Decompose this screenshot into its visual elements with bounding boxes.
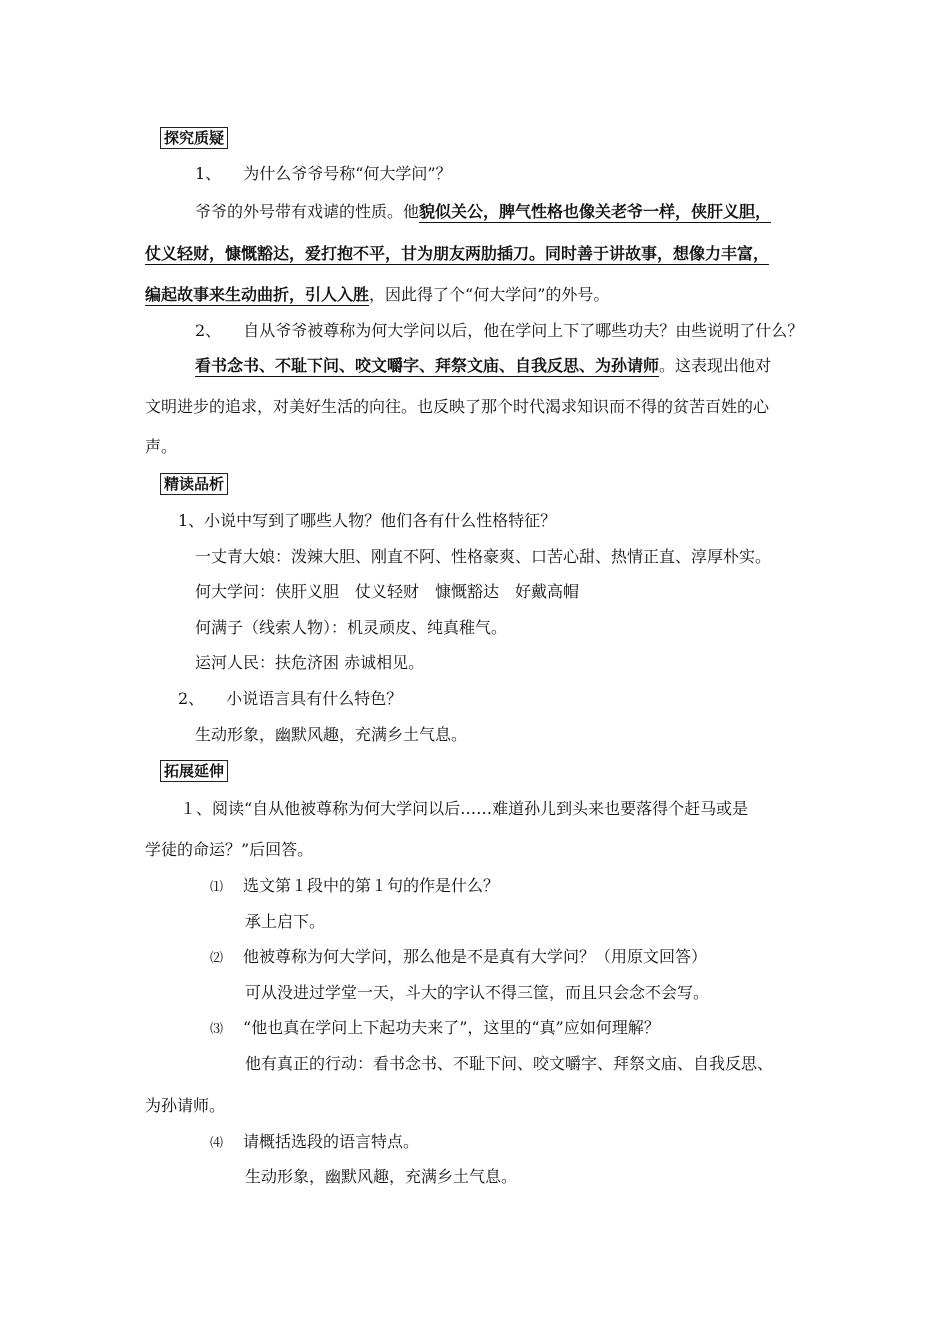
question-number: 2、 [195, 321, 222, 340]
sub-question-number: ⑶ [210, 1022, 224, 1037]
sub-question-text: 他被尊称为何大学问，那么他是不是真有大学问？（用原文回答） [243, 947, 708, 966]
reading-answer-2: 生动形象，幽默风趣，充满乡土气息。 [195, 725, 468, 744]
character-2: 何大学问：侠肝义胆 仗义轻财 慷慨豁达 好戴高帽 [195, 582, 580, 601]
answer-text: ，因此得了个“何大学问”的外号。 [369, 285, 610, 304]
sub-answer-1: 承上启下。 [245, 912, 326, 931]
reading-question-1: 1、小说中写到了哪些人物？他们各有什么性格特征？ [178, 511, 557, 530]
character-3: 何满子（线索人物）：机灵顽皮、纯真稚气。 [195, 618, 508, 637]
extension-intro-line-1: １、阅读“自从他被尊称为何大学问以后……难道孙儿到头来也要落得个赶马或是 [180, 799, 749, 818]
sub-question-text: “他也真在学问上下起功夫来了”，这里的“真”应如何理解？ [243, 1018, 660, 1037]
sub-question-3 [210, 1017, 660, 1041]
answer-1-line-3 [145, 284, 609, 306]
sub-answer-3-line-2: 为孙请师。 [145, 1096, 226, 1115]
section-heading-tuozhan: 拓展延伸 [160, 760, 228, 782]
sub-question-text: 选文第１段中的第１句的作是什么？ [243, 876, 500, 895]
sub-question-2 [210, 946, 707, 970]
sub-answer-3-line-1: 他有真正的行动：看书念书、不耻下问、咬文嚼字、拜祭文庙、自我反思、 [245, 1054, 774, 1073]
question-2 [195, 320, 803, 342]
question-1 [195, 163, 452, 185]
answer-1-line-1 [195, 201, 771, 223]
sub-question-number: ⑴ [210, 880, 224, 895]
answer-text: 爷爷的外号带有戏谑的性质。他 [195, 202, 420, 221]
character-4: 运河人民：扶危济困 赤诚相见。 [195, 653, 425, 672]
section-heading-jingdu: 精读品析 [160, 473, 228, 495]
sub-question-1 [210, 875, 499, 899]
answer-key-phrase: 看书念书、不耻下问、咬文嚼字、拜祭文庙、自我反思、为孙请师 [195, 356, 660, 375]
answer-key-phrase: 仗义轻财，慷慨豁达，爱打抱不平，甘为朋友两肋插刀。同时善于讲故事，想像力丰富， [145, 244, 770, 263]
answer-2-line-1 [195, 355, 771, 377]
section-heading-tanjiu: 探究质疑 [160, 127, 228, 149]
sub-answer-2: 可从没进过学堂一天，斗大的字认不得三筐，而且只会念不会写。 [245, 983, 710, 1002]
sub-question-4 [210, 1131, 419, 1155]
answer-2-line-2: 文明进步的追求，对美好生活的向往。也反映了那个时代渴求知识而不得的贫苦百姓的心 [145, 397, 770, 416]
answer-1-line-2 [145, 243, 769, 265]
question-text: 小说语言具有什么特色？ [226, 689, 403, 708]
question-text: 自从爷爷被尊称为何大学问以后，他在学问上下了哪些功夫？由些说明了什么？ [243, 321, 804, 340]
question-number: 2、 [178, 689, 205, 708]
answer-2-line-3: 声。 [145, 437, 178, 456]
question-number: 1、 [195, 164, 222, 183]
character-1: 一丈青大娘：泼辣大胆、刚直不阿、性格豪爽、口苦心甜、热情正直、淳厚朴实。 [195, 547, 772, 566]
extension-intro-line-2: 学徒的命运？”后回答。 [145, 840, 314, 859]
sub-question-text: 请概括选段的语言特点。 [243, 1132, 420, 1151]
answer-text: 。这表现出他对 [659, 356, 772, 375]
sub-answer-4: 生动形象，幽默风趣，充满乡土气息。 [245, 1167, 518, 1186]
sub-question-number: ⑵ [210, 951, 224, 966]
sub-question-number: ⑷ [210, 1136, 224, 1151]
reading-question-2 [178, 688, 402, 710]
question-text: 为什么爷爷号称“何大学问”？ [243, 164, 452, 183]
answer-key-phrase: 貌似关公，脾气性格也像关老爷一样，侠肝义胆， [419, 202, 772, 221]
answer-key-phrase: 编起故事来生动曲折，引人入胜 [145, 285, 370, 304]
